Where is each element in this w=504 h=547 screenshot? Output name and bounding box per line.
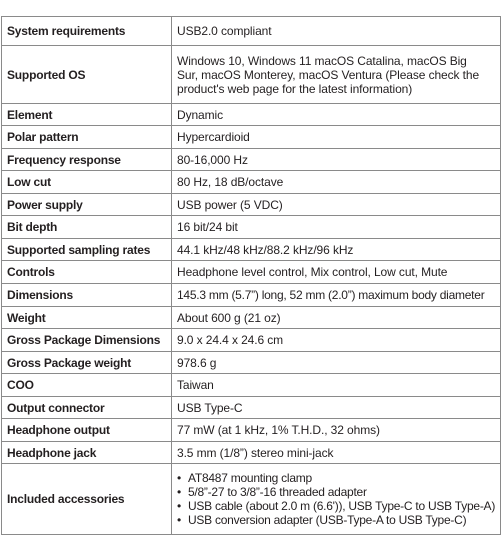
accessories-list	[177, 471, 495, 527]
spec-value	[172, 17, 501, 46]
spec-row-gross-package-weight	[2, 352, 501, 374]
spec-value-text: 978.6 g	[177, 355, 217, 370]
spec-value-text: 3.5 mm (1/8”) stereo mini-jack	[177, 445, 334, 460]
spec-value-text: 9.0 x 24.4 x 24.6 cm	[177, 333, 284, 347]
spec-value-text: About 600 g (21 oz)	[177, 310, 281, 325]
spec-row-power-supply	[2, 194, 501, 216]
spec-value	[172, 149, 501, 171]
spec-label: Polar pattern	[2, 126, 172, 149]
spec-label: Headphone jack	[2, 442, 172, 464]
spec-value	[172, 374, 501, 397]
spec-label: Dimensions	[2, 284, 172, 307]
spec-row-coo	[2, 374, 501, 397]
spec-value-text: USB power (5 VDC)	[177, 197, 283, 212]
accessory-item: • AT8487 mounting clamp	[177, 471, 495, 485]
spec-value	[172, 284, 501, 307]
spec-value	[172, 194, 501, 216]
spec-row-weight	[2, 307, 501, 329]
spec-table	[1, 16, 501, 535]
spec-value	[172, 329, 501, 352]
spec-value	[172, 239, 501, 261]
spec-value	[172, 171, 501, 194]
spec-label: Frequency response	[2, 149, 172, 171]
spec-value-text: 44.1 kHz/48 kHz/88.2 kHz/96 kHz	[177, 242, 354, 257]
spec-value	[172, 104, 501, 126]
spec-label: System requirements	[2, 17, 172, 46]
spec-row-supported-os	[2, 46, 501, 104]
spec-value	[172, 261, 501, 284]
spec-label: Controls	[2, 261, 172, 284]
spec-label: Power supply	[2, 194, 172, 216]
spec-label: Included accessories	[2, 464, 172, 535]
spec-label: Headphone output	[2, 419, 172, 442]
spec-row-low-cut	[2, 171, 501, 194]
spec-value	[172, 397, 501, 419]
spec-row-controls	[2, 261, 501, 284]
accessory-item: • USB cable (about 2.0 m (6.6')), USB Type-C to USB Type-A)	[177, 499, 495, 513]
spec-value-text: USB Type-C	[177, 400, 243, 415]
spec-row-system-requirements	[2, 17, 501, 46]
spec-row-dimensions	[2, 284, 501, 307]
spec-value-text: 77 mW (at 1 kHz, 1% T.H.D., 32 ohms)	[177, 423, 380, 437]
spec-value	[172, 419, 501, 442]
spec-label: COO	[2, 374, 172, 397]
spec-label: Gross Package Dimensions	[2, 329, 172, 352]
spec-row-headphone-jack	[2, 442, 501, 464]
spec-value-text: Taiwan	[177, 378, 214, 392]
spec-label: Output connector	[2, 397, 172, 419]
spec-row-bit-depth	[2, 216, 501, 239]
spec-row-element	[2, 104, 501, 126]
spec-row-headphone-output	[2, 419, 501, 442]
spec-row-gross-package-dimensions	[2, 329, 501, 352]
spec-label: Low cut	[2, 171, 172, 194]
spec-value-text: 80 Hz, 18 dB/octave	[177, 175, 284, 189]
spec-value-text: Windows 10, Windows 11 macOS Catalina, macOS Big Sur, macOS Monterey, macOS Ventura (Please check the product's web page for the latest information)	[177, 53, 480, 96]
spec-value	[172, 307, 501, 329]
spec-value-text: 145.3 mm (5.7”) long, 52 mm (2.0”) maximum body diameter	[177, 288, 485, 302]
spec-value-text: 80-16,000 Hz	[177, 152, 248, 167]
spec-label: Supported sampling rates	[2, 239, 172, 261]
spec-value	[172, 216, 501, 239]
spec-label: Gross Package weight	[2, 352, 172, 374]
spec-value	[172, 46, 501, 104]
spec-value-text: Headphone level control, Mix control, Low cut, Mute	[177, 265, 448, 279]
spec-row-supported-sampling-rates	[2, 239, 501, 261]
accessory-item: • USB conversion adapter (USB-Type-A to USB Type-C)	[177, 513, 495, 527]
spec-row-frequency-response	[2, 149, 501, 171]
spec-value-text: 16 bit/24 bit	[177, 220, 238, 234]
spec-value-text: USB2.0 compliant	[177, 24, 272, 38]
spec-row-polar-pattern	[2, 126, 501, 149]
spec-row-output-connector	[2, 397, 501, 419]
spec-label: Supported OS	[2, 46, 172, 104]
accessory-item: • 5/8”-27 to 3/8”-16 threaded adapter	[177, 485, 495, 499]
spec-value-text: Dynamic	[177, 107, 223, 122]
spec-label: Bit depth	[2, 216, 172, 239]
spec-label: Weight	[2, 307, 172, 329]
spec-value	[172, 352, 501, 374]
spec-value-text: Hypercardioid	[177, 130, 250, 144]
spec-value	[172, 442, 501, 464]
spec-value	[172, 126, 501, 149]
spec-row-included-accessories	[2, 464, 501, 535]
spec-label: Element	[2, 104, 172, 126]
spec-value	[172, 464, 501, 535]
